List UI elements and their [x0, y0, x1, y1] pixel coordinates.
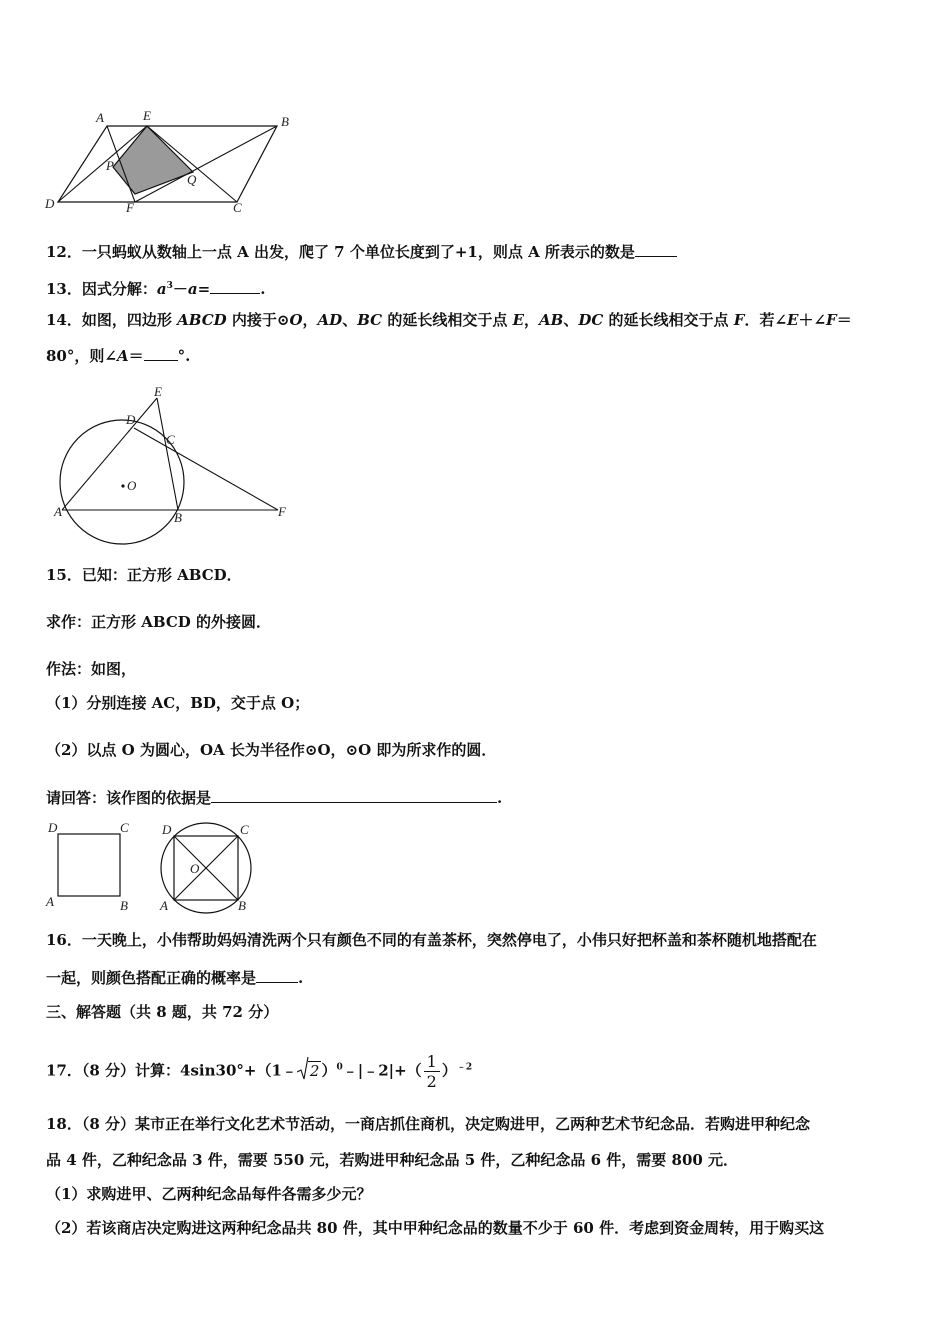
- label-O: O: [190, 861, 200, 876]
- q14-text: ＝: [836, 311, 852, 329]
- q15-step2: [46, 740, 496, 760]
- q15-step1: [46, 693, 309, 713]
- q14-f: F: [733, 311, 745, 329]
- q14-e: E: [512, 311, 525, 329]
- q15-line2: 求作：正方形 ABCD 的外接圆．: [46, 613, 271, 631]
- segment-AE: [62, 398, 157, 510]
- sqrt-symbol: [297, 1061, 322, 1081]
- q18-text: 18．（8 分）某市正在举行文化艺术节活动，一商店抓住商机，决定购进甲，乙两种艺术节纪念品．若购进甲种纪念: [46, 1115, 811, 1133]
- square-circle-figure: [152, 818, 262, 916]
- sqrt-radicand: 2: [309, 1061, 320, 1080]
- fraction-one-half: [424, 1052, 440, 1091]
- q15-method: [46, 659, 136, 679]
- square-figure: [40, 818, 140, 914]
- q14-e2: E: [787, 311, 799, 329]
- parallelogram-figure: [40, 104, 300, 216]
- label-D: D: [126, 412, 136, 427]
- q17-exp-zero: 0: [336, 1062, 343, 1073]
- question-13: [46, 276, 265, 299]
- segment-BE: [157, 398, 178, 510]
- label-C: C: [120, 820, 129, 835]
- q14-text: ＝: [128, 347, 144, 365]
- q14-ad: AD: [317, 311, 343, 329]
- question-14-line-1: [46, 310, 852, 330]
- q13-exponent: 3: [166, 281, 173, 291]
- q14-text: 80°，则∠: [46, 347, 117, 365]
- label-C: C: [233, 200, 242, 215]
- q15-line6-end: .: [497, 789, 503, 807]
- question-12: [46, 242, 677, 262]
- label-A: A: [46, 894, 54, 909]
- square-abcd: [58, 834, 120, 896]
- fraction-numerator: 1: [426, 1052, 437, 1071]
- q14-text: °.: [177, 347, 191, 365]
- label-E: E: [154, 384, 162, 399]
- section-title: 三、解答题（共 8 题，共 72 分）: [46, 1003, 279, 1021]
- center-dot: [121, 484, 124, 487]
- label-B: B: [238, 898, 246, 913]
- fraction-denominator: 2: [424, 1071, 440, 1091]
- q14-text: 、: [563, 311, 579, 329]
- q13-minus: －: [172, 280, 188, 298]
- question-17: [46, 1052, 472, 1091]
- q13-var-a2: a: [187, 280, 198, 298]
- q15-line3: 作法：如图，: [46, 660, 137, 678]
- answer-blank: [144, 346, 178, 361]
- q16-line1: [46, 930, 817, 950]
- label-C: C: [240, 822, 249, 837]
- label-Q: Q: [187, 172, 197, 187]
- q18-line4: [46, 1218, 824, 1238]
- q15-line5: （2）以点 O 为圆心，OA 长为半径作⊙O，⊙O 即为所求作的圆．: [46, 741, 497, 759]
- label-D: D: [45, 196, 55, 211]
- q15-line4: （1）分别连接 AC，BD，交于点 O；: [46, 694, 310, 712]
- q15-construct: [46, 612, 271, 632]
- circle-quadrilateral-figure: [50, 384, 300, 550]
- label-A: A: [160, 898, 168, 913]
- label-O: O: [127, 478, 137, 493]
- label-B: B: [281, 114, 289, 129]
- q14-text: ＋∠: [798, 311, 827, 329]
- q13-suffix: .: [260, 280, 266, 298]
- q14-text: 14．如图，四边形: [46, 311, 178, 329]
- q17-paren: ）: [321, 1061, 337, 1080]
- q18-line1: [46, 1114, 810, 1134]
- label-E: E: [143, 108, 151, 123]
- section-three-title: [46, 1002, 278, 1022]
- segment-DF: [134, 428, 278, 510]
- q18-line3: [46, 1184, 371, 1204]
- label-F: F: [278, 504, 286, 519]
- label-P: P: [106, 158, 114, 173]
- q18-text: （1）求购进甲、乙两种纪念品每件各需多少元？: [46, 1185, 372, 1203]
- q17-prefix: 17．（8 分）计算：4sin30°+（1﹣: [46, 1061, 297, 1080]
- answer-blank: [635, 242, 677, 257]
- q18-line2: [46, 1150, 738, 1170]
- label-B: B: [174, 510, 182, 525]
- q14-o: O: [289, 311, 303, 329]
- answer-blank: [210, 279, 260, 294]
- q14-text: ，: [302, 311, 318, 329]
- q16-text: 16．一天晚上，小伟帮助妈妈清洗两个只有颜色不同的有盖茶杯，突然停电了，小伟只好把杯盖和茶杯随机地搭配在: [46, 931, 817, 949]
- q17-close-paren: ）: [441, 1061, 457, 1080]
- q14-a: A: [116, 347, 129, 365]
- q15-given: [46, 565, 242, 585]
- label-D: D: [48, 820, 58, 835]
- q15-line1: 15．已知：正方形 ABCD．: [46, 566, 242, 584]
- q13-var-a: a: [156, 280, 167, 298]
- q15-line6: 请回答：该作图的依据是: [46, 789, 212, 807]
- question-14-line-2: [46, 346, 190, 366]
- q16-text: 一起，则颜色搭配正确的概率是: [46, 969, 257, 987]
- q13-prefix: 13．因式分解：: [46, 280, 157, 298]
- q12-text: 12．一只蚂蚁从数轴上一点 A 出发，爬了 7 个单位长度到了+1，则点 A 所表示的数是: [46, 243, 635, 261]
- label-C: C: [166, 432, 175, 447]
- label-D: D: [162, 822, 172, 837]
- radical-sign: [297, 1057, 309, 1081]
- q14-text: 、: [342, 311, 358, 329]
- q18-text: 品 4 件，乙种纪念品 3 件，需要 550 元，若购进甲种纪念品 5 件，乙种纪念品 6 件，需要 800 元．: [46, 1151, 739, 1169]
- q14-text: ，: [524, 311, 540, 329]
- q17-exp-neg2: ﹣2: [456, 1062, 473, 1073]
- q14-text: 的延长线相交于点: [603, 311, 734, 329]
- q14-text: 的延长线相交于点: [382, 311, 513, 329]
- q18-text: （2）若该商店决定购进这两种纪念品共 80 件，其中甲种纪念品的数量不少于 60 件．考虑到资金周转，用于购买这: [46, 1219, 825, 1237]
- q16-line2: [46, 968, 303, 988]
- label-A: A: [54, 504, 62, 519]
- q15-answer: [46, 788, 502, 808]
- answer-blank: [256, 968, 298, 983]
- q14-dc: DC: [578, 311, 604, 329]
- q14-ab: AB: [539, 311, 564, 329]
- q14-abcd: ABCD: [177, 311, 227, 329]
- q14-text: 内接于⊙: [226, 311, 290, 329]
- q14-f2: F: [826, 311, 837, 329]
- q17-middle: ﹣|﹣2|+（: [342, 1061, 422, 1080]
- q16-end: .: [298, 969, 304, 987]
- label-B: B: [120, 898, 128, 913]
- shaded-quadrilateral: [113, 126, 193, 194]
- answer-blank: [211, 788, 497, 803]
- label-F: F: [126, 200, 134, 215]
- q14-bc: BC: [357, 311, 383, 329]
- label-A: A: [96, 110, 104, 125]
- q14-text: ．若∠: [744, 311, 788, 329]
- q13-equals: =: [197, 280, 211, 298]
